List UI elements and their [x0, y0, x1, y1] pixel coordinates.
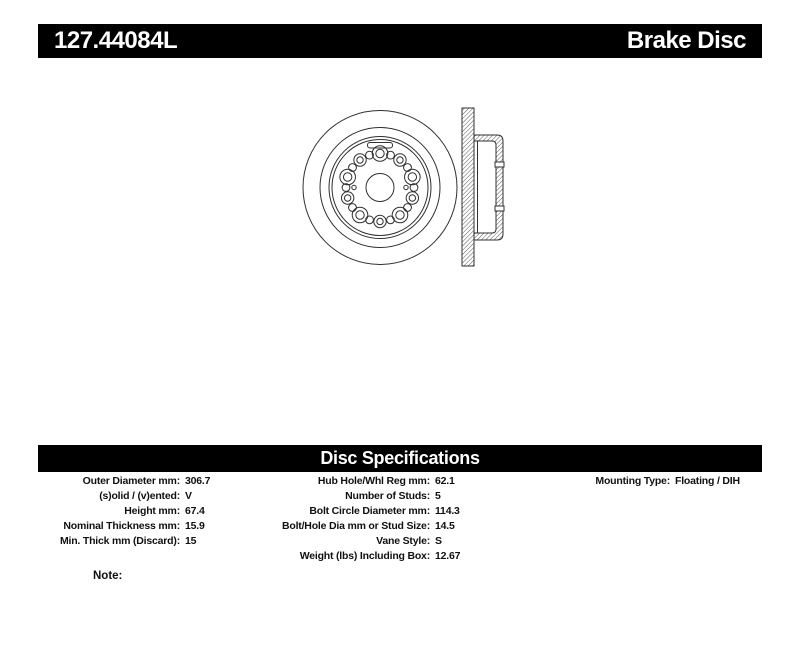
spec-value: 62.1	[435, 474, 455, 487]
note-label: Note:	[93, 570, 123, 582]
spec-label: Outer Diameter mm:	[82, 474, 180, 487]
disc-ring-section	[462, 108, 474, 266]
hat-section	[474, 135, 503, 240]
bolt-hole	[341, 192, 353, 204]
spec-row	[38, 503, 276, 518]
spec-value: 12.67	[435, 549, 461, 562]
spec-row	[38, 488, 276, 503]
bolt-hole	[343, 173, 351, 181]
disc-outer-edge	[303, 111, 457, 265]
spec-label: Number of Studs:	[345, 489, 430, 502]
bolt-hole	[377, 218, 383, 224]
side-section-view	[462, 108, 504, 266]
bolt-hole	[406, 192, 418, 204]
spec-row	[280, 548, 558, 563]
spec-value: 306.7	[185, 474, 211, 487]
part-number: 127.44084L	[54, 27, 178, 54]
spec-value: 15	[185, 534, 197, 547]
spec-column-middle	[280, 473, 558, 563]
spec-column-left	[38, 473, 276, 548]
spec-label: Nominal Thickness mm:	[63, 519, 180, 532]
spec-value: V	[185, 489, 192, 502]
header-bar	[38, 24, 762, 58]
spec-label: Mounting Type:	[595, 474, 670, 487]
front-view	[303, 111, 457, 265]
spec-label: Vane Style:	[376, 534, 430, 547]
bolt-hole	[409, 195, 415, 201]
spec-value: 15.9	[185, 519, 205, 532]
bolt-hole	[344, 195, 350, 201]
set-screw-hole-right	[404, 185, 408, 189]
bolt-hole	[374, 215, 386, 227]
spec-label: Hub Hole/Whl Reg mm:	[317, 474, 430, 487]
spec-row	[280, 518, 558, 533]
spec-value: Floating / DIH	[675, 474, 740, 487]
spec-value: 14.5	[435, 519, 455, 532]
brake-disc-drawing	[280, 93, 520, 283]
spec-row	[280, 503, 558, 518]
spec-row	[38, 518, 276, 533]
product-type-title: Brake Disc	[626, 27, 746, 54]
spec-label: Min. Thick mm (Discard):	[59, 534, 180, 547]
spec-label: Weight (lbs) Including Box:	[299, 549, 430, 562]
hub-hat-outer-edge	[329, 137, 431, 239]
bolt-hole	[397, 157, 403, 163]
bolt-hole	[376, 149, 384, 157]
spec-label: Bolt Circle Diameter mm:	[309, 504, 430, 517]
spec-label: Bolt/Hole Dia mm or Stud Size:	[281, 519, 430, 532]
spec-label: (s)olid / (v)ented:	[99, 489, 180, 502]
hub-hat-inner-edge	[332, 140, 428, 236]
center-bore	[366, 174, 394, 202]
spec-section-title: Disc Specifications	[320, 448, 480, 468]
spec-section-bar	[38, 445, 762, 472]
spec-column-right	[560, 473, 800, 488]
spec-row	[280, 473, 558, 488]
spec-value: 67.4	[185, 504, 205, 517]
bolt-hole	[408, 173, 416, 181]
bolt-hole	[404, 204, 412, 212]
spec-value: S	[435, 534, 442, 547]
spec-row	[38, 473, 276, 488]
bolt-hole	[352, 207, 368, 223]
spec-row	[280, 488, 558, 503]
spec-row	[280, 533, 558, 548]
set-screw-hole-left	[352, 185, 356, 189]
bolt-hole	[396, 211, 404, 219]
spec-row	[38, 533, 276, 548]
hat-notch-lower	[495, 206, 504, 211]
bolt-hole	[356, 211, 364, 219]
bolt-hole	[349, 204, 357, 212]
bolt-hole	[405, 169, 421, 185]
bolt-hole	[357, 157, 363, 163]
hat-notch-upper	[495, 162, 504, 167]
bolt-hole	[394, 154, 406, 166]
spec-row	[560, 473, 800, 488]
spec-value: 114.3	[435, 504, 460, 517]
spec-value: 5	[435, 489, 441, 502]
spec-label: Height mm:	[124, 504, 180, 517]
bolt-hole	[354, 154, 366, 166]
